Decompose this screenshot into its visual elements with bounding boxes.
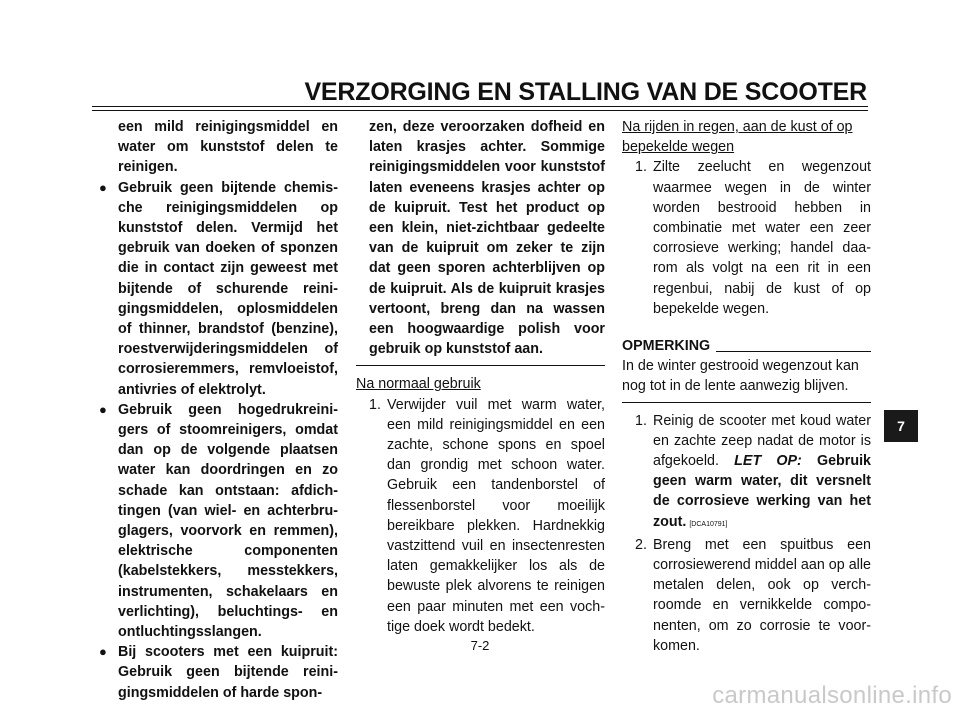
item-text: Reinig de scooter met koud water en zachte zeep nadat de motor is afgekoeld. xyxy=(653,412,871,470)
numbered-item xyxy=(622,411,871,535)
item-number: 2. xyxy=(635,536,647,553)
item-number: 1. xyxy=(635,159,647,176)
caution-label: LET OP: xyxy=(734,453,802,470)
note-header xyxy=(622,336,871,356)
chapter-tab: 7 xyxy=(884,410,918,442)
bullet-item xyxy=(98,400,338,642)
bullet-icon: ● xyxy=(99,401,107,417)
page-title: VERZORGING EN STALLING VAN DE SCOOTER xyxy=(304,78,867,106)
column-2 xyxy=(356,117,605,637)
caution-text: Gebruik geen warm water, dit versnelt de corrosieve werking van het zout. xyxy=(653,453,871,530)
column-1 xyxy=(98,117,338,703)
bullet-item xyxy=(98,642,338,703)
bullet-text: Gebruik geen hogedrukreinigers of stoomreinigers, omdat dan op de volgende plaatsen water kan doordringen en zo schade kan ontstaan: afdichtingen (van wiel- en achterbruglagers, voorvork en remmen), elektrische componenten (kabelstekkers, messtekkers, instrumenten, schakelaars en verlichting), beluchtings- en ontluchtingsslangen. xyxy=(118,401,338,641)
note-text: In de winter gestrooid wegenzout kan nog tot in de lente aanwezig blijven. xyxy=(622,356,871,402)
lead-text: een mild reinigingsmiddel en water om kunststof delen te reinigen. xyxy=(118,119,338,176)
section-subheading: Na normaal gebruik xyxy=(356,376,481,393)
note-rule xyxy=(716,351,871,352)
bullet-item xyxy=(98,178,338,400)
note-label: OPMERKING xyxy=(622,338,711,355)
column-3 xyxy=(622,117,871,656)
item-number: 1. xyxy=(635,412,647,429)
item-text: Zilte zeelucht en wegenzout waarmee wegen in de winter worden bestrooid hebben in combinatie met water een zeer corrosieve werking; handel daarom als volgt na een rit in een regenbui, nabij de kust of op bepekelde wegen. xyxy=(653,159,871,317)
section-subheading: Na rijden in regen, aan de kust of op bepekelde wegen xyxy=(622,119,853,156)
numbered-item xyxy=(356,395,605,637)
item-text: Breng met een spuitbus een corrosiewerend middel aan op alle metalen delen, ook op verchroomde en vernikkelde componenten, om zo corrosie te voorkomen. xyxy=(653,536,871,654)
caution-code: [DCA10791] xyxy=(689,520,728,528)
bullet-text: Gebruik geen bijtende chemische reinigingsmiddelen op kunststof delen. Vermijd het gebruik van doeken of sponzen die in contact zijn geweest met bijtende of schurende reinigingsmiddelen, oplosmiddelen of thinner, brandstof (benzine), roestverwijderingsmiddelen of corrosieremmers, remvloeistof, antivries of elektrolyt. xyxy=(118,179,338,398)
watermark: carmanualsonline.info xyxy=(712,682,952,709)
numbered-item xyxy=(622,535,871,656)
bullet-text: Bij scooters met een kuipruit: Gebruik geen bijtende reinigingsmiddelen of harde spon- xyxy=(118,644,338,701)
item-number: 1. xyxy=(369,396,381,413)
numbered-item xyxy=(622,157,871,319)
item-text: Verwijder vuil met warm water, een mild reinigingsmiddel en een zachte, schone spons en spoel dan grondig met schoon water. Gebruik een tandenborstel of flessenborstel voor moeilijk bereikbare plekken. Hardnekkig vastzittend vuil en insectenresten laten gemakkelijker los als de bewuste plek alvorens te reinigen een paar minuten met een vochtige doek wordt bedekt. xyxy=(387,396,605,635)
page-number: 7-2 xyxy=(470,638,490,653)
caution-continuation: zen, deze veroorzaken dofheid en laten krasjes achter. Sommige reinigingsmiddelen voor kunststof laten eveneens krasjes achter op de kuipruit. Test het product op een klein, niet-zichtbaar gedeelte van de kuipruit om zeker te zijn dat geen sporen achterblijven op de kuipruit. Als de kuipruit krasjes vertoont, breng dan na wassen een hoogwaardige polish voor gebruik op kunststof aan. xyxy=(356,117,605,366)
bullet-icon: ● xyxy=(99,179,107,195)
bullet-icon: ● xyxy=(99,644,107,660)
header-rule xyxy=(92,106,868,111)
